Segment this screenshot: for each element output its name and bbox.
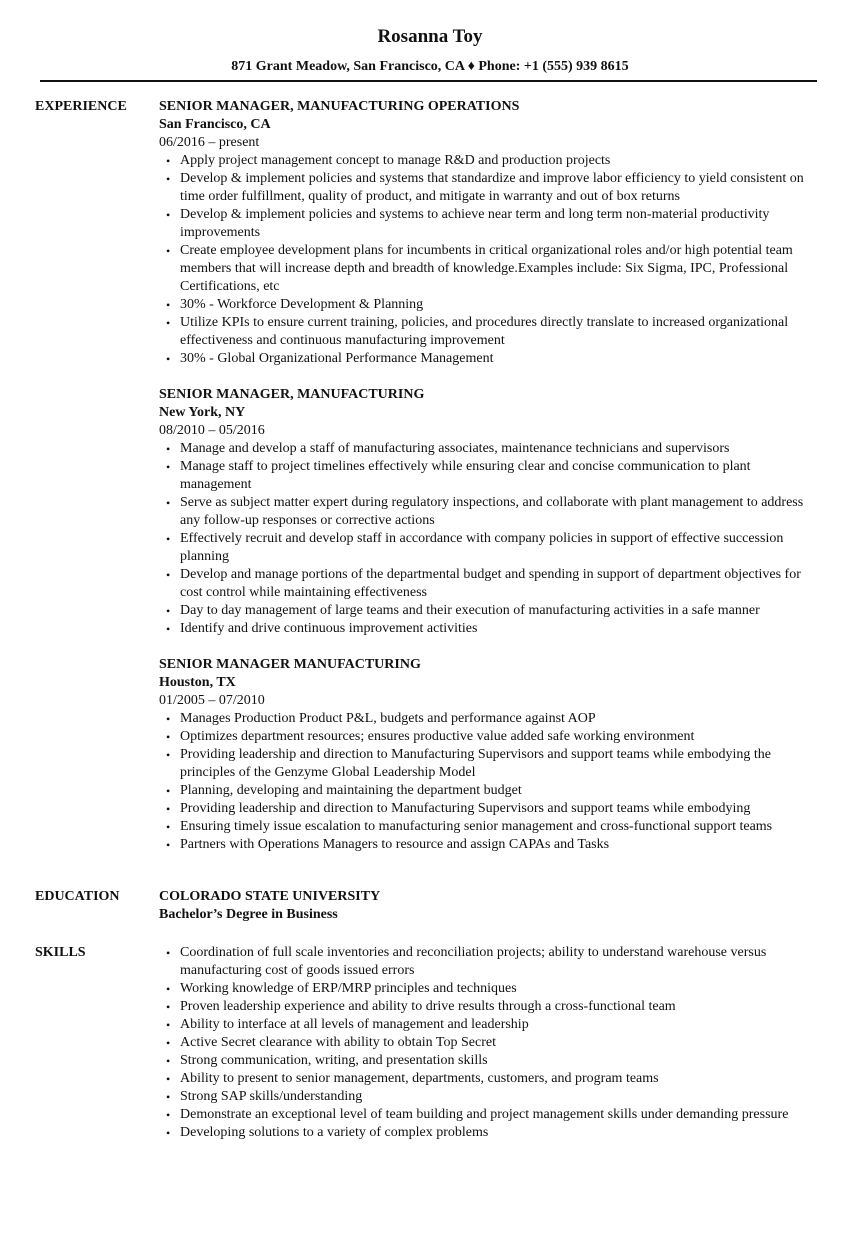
bullet-item: • Manage and develop a staff of manufacturing associates, maintenance technicians and supervisors — [159, 440, 825, 458]
job-bullets — [159, 710, 825, 854]
section-label: EDUCATION — [35, 889, 120, 904]
job-location: San Francisco, CA — [159, 117, 271, 132]
section-label: SKILLS — [35, 945, 86, 960]
bullet-item: • Utilize KPIs to ensure current training, policies, and procedures directly translate to increased organizational effectiveness and continuous manufacturing improvement — [159, 314, 825, 350]
skills-section — [35, 944, 825, 1142]
bullet-item: • Serve as subject matter expert during regulatory inspections, and collaborate with plant management to address any follow-up responses or corrective actions — [159, 494, 825, 530]
skill-item: • Strong communication, writing, and presentation skills — [159, 1052, 825, 1070]
skill-item: • Ability to interface at all levels of management and leadership — [159, 1016, 825, 1034]
bullet-item: • Effectively recruit and develop staff in accordance with company policies in support of effective succession planning — [159, 530, 825, 566]
skill-item: • Active Secret clearance with ability to obtain Top Secret — [159, 1034, 825, 1052]
job-title: SENIOR MANAGER MANUFACTURING — [159, 657, 421, 672]
job-entry — [159, 386, 825, 638]
bullet-item: • Providing leadership and direction to Manufacturing Supervisors and support teams while embodying — [159, 800, 825, 818]
skill-item: • Working knowledge of ERP/MRP principles and techniques — [159, 980, 825, 998]
bullet-item: • Develop & implement policies and systems to achieve near term and long term non-material productivity improvements — [159, 206, 825, 242]
experience-jobs — [159, 98, 825, 854]
job-location: Houston, TX — [159, 675, 236, 690]
header-divider — [40, 80, 817, 82]
skill-item: • Developing solutions to a variety of complex problems — [159, 1124, 825, 1142]
bullet-item: • Develop and manage portions of the departmental budget and spending in support of department objectives for cost control while maintaining effectiveness — [159, 566, 825, 602]
contact-line: 871 Grant Meadow, San Francisco, CA ♦ Phone: +1 (555) 939 8615 — [231, 59, 629, 74]
skills-list — [159, 944, 825, 1142]
degree: Bachelor’s Degree in Business — [159, 907, 338, 922]
bullet-item: • Optimizes department resources; ensures productive value added safe working environment — [159, 728, 825, 746]
bullet-item: • Ensuring timely issue escalation to manufacturing senior management and cross-functional support teams — [159, 818, 825, 836]
job-bullets — [159, 440, 825, 638]
candidate-name: Rosanna Toy — [377, 26, 483, 47]
bullet-item: • Manage staff to project timelines effectively while ensuring clear and concise communication to plant management — [159, 458, 825, 494]
section-label: EXPERIENCE — [35, 99, 127, 114]
bullet-item: • Manages Production Product P&L, budgets and performance against AOP — [159, 710, 825, 728]
bullet-item: • 30% - Global Organizational Performance Management — [159, 350, 825, 368]
bullet-item: • Providing leadership and direction to Manufacturing Supervisors and support teams while embodying the principles of the Genzyme Global Leadership Model — [159, 746, 825, 782]
bullet-item: • 30% - Workforce Development & Planning — [159, 296, 825, 314]
job-dates: 08/2010 – 05/2016 — [159, 423, 265, 438]
bullet-item: • Planning, developing and maintaining the department budget — [159, 782, 825, 800]
skill-item: • Coordination of full scale inventories and reconciliation projects; ability to understand warehouse versus manufacturing cost of goods issued errors — [159, 944, 825, 980]
bullet-item: • Create employee development plans for incumbents in critical organizational roles and/or high potential team members that will increase depth and breadth of knowledge.Examples include: Six Sigma, IPC, Professional Certifications, etc — [159, 242, 825, 296]
bullet-item: • Day to day management of large teams and their execution of manufacturing activities in a safe manner — [159, 602, 825, 620]
education-section — [35, 888, 825, 924]
bullet-item: • Apply project management concept to manage R&D and production projects — [159, 152, 825, 170]
job-dates: 01/2005 – 07/2010 — [159, 693, 265, 708]
job-entry — [159, 656, 825, 854]
job-title: SENIOR MANAGER, MANUFACTURING OPERATIONS — [159, 99, 520, 114]
job-entry — [159, 98, 825, 368]
skill-item: • Ability to present to senior management, departments, customers, and program teams — [159, 1070, 825, 1088]
job-title: SENIOR MANAGER, MANUFACTURING — [159, 387, 425, 402]
bullet-item: • Partners with Operations Managers to resource and assign CAPAs and Tasks — [159, 836, 825, 854]
bullet-item: • Identify and drive continuous improvement activities — [159, 620, 825, 638]
job-bullets — [159, 152, 825, 368]
skill-item: • Proven leadership experience and ability to drive results through a cross-functional team — [159, 998, 825, 1016]
skill-item: • Demonstrate an exceptional level of team building and project management skills under demanding pressure — [159, 1106, 825, 1124]
job-dates: 06/2016 – present — [159, 135, 260, 150]
skill-item: • Strong SAP skills/understanding — [159, 1088, 825, 1106]
bullet-item: • Develop & implement policies and systems that standardize and improve labor efficiency to yield consistent on time order fulfillment, quality of product, and mitigate in warranty and out of box returns — [159, 170, 825, 206]
job-location: New York, NY — [159, 405, 246, 420]
experience-section — [35, 98, 825, 872]
school-name: COLORADO STATE UNIVERSITY — [159, 889, 381, 904]
